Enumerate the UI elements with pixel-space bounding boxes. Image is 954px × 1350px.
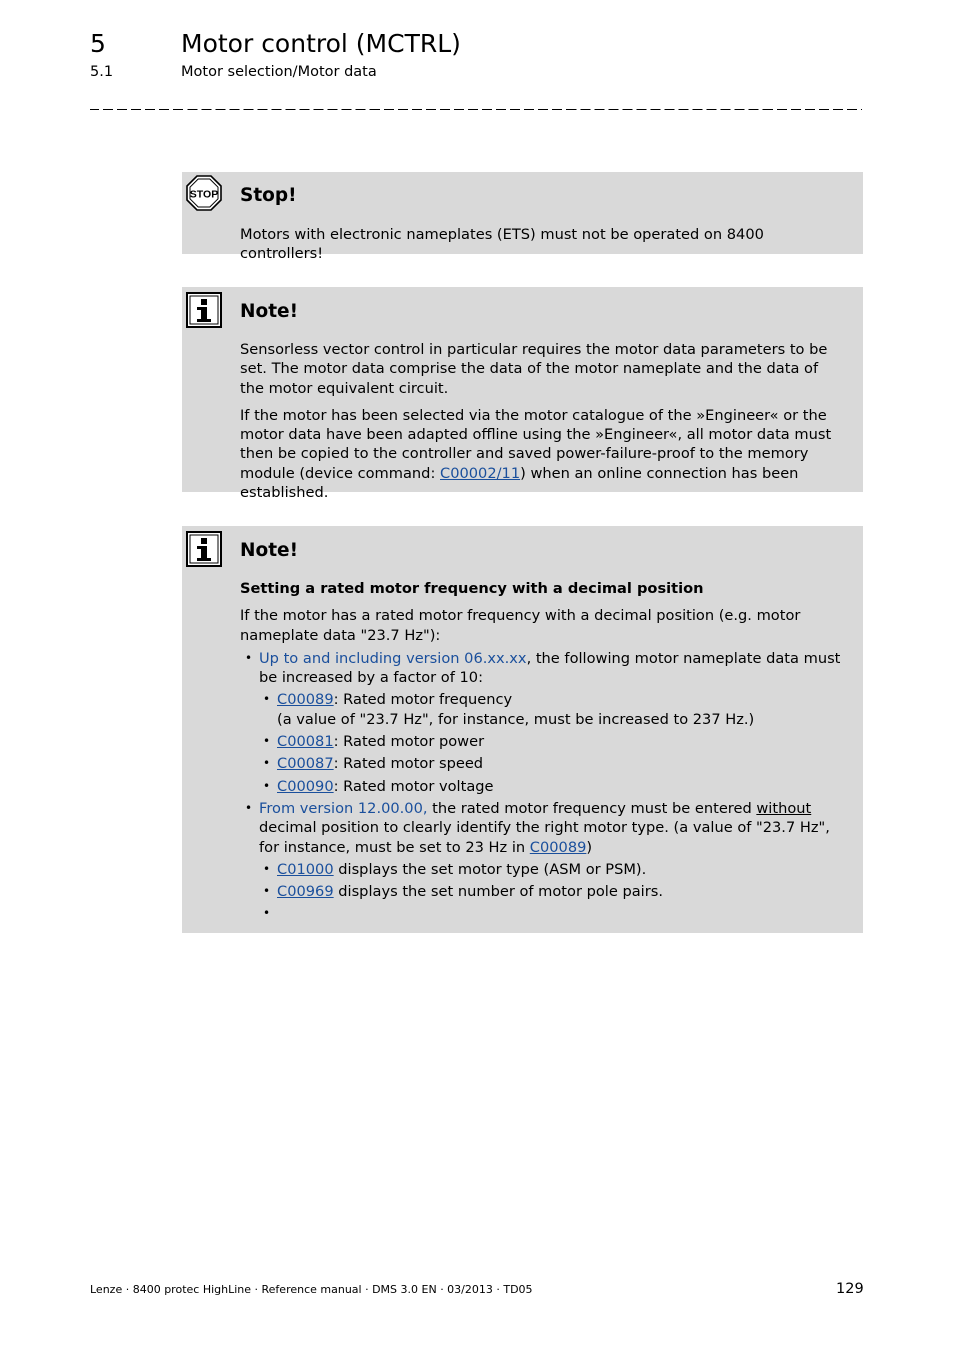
- section-number: 5.1: [90, 64, 114, 80]
- list-item: • C00089: Rated motor frequency (a value of "23.7 Hz", for instance, must be increased to 237 Hz.): [259, 690, 845, 729]
- header-divider: [90, 109, 862, 110]
- note2-bullet-list: [240, 649, 845, 924]
- note-box-1: [182, 287, 863, 502]
- note2-heading: Note!: [240, 540, 299, 561]
- note2-subheading: Setting a rated motor frequency with a decimal position: [240, 580, 704, 597]
- note1-heading: Note!: [240, 301, 299, 322]
- list-item: • Up to and including version 06.xx.xx, the following motor nameplate data must be increased by a factor of 10: • C00089: Rated motor frequency (a value of "23.7 Hz", for instance, must be increased to 237 Hz.) • C00081: Rated motor power • C00087: Rated motor speed • C00090: Rated motor voltage: [240, 649, 845, 796]
- stop-box: [182, 172, 863, 263]
- footer-text: Lenze · 8400 protec HighLine · Reference manual · DMS 3.0 EN · 03/2013 · TD05: [90, 1283, 533, 1296]
- link-c00081[interactable]: C00081: [277, 733, 334, 751]
- list-item: • C00081: Rated motor power: [259, 732, 845, 751]
- chapter-number: 5: [90, 29, 106, 58]
- section-title: Motor selection/Motor data: [181, 64, 377, 80]
- stop-heading: Stop!: [240, 185, 297, 206]
- link-c00090[interactable]: C00090: [277, 777, 334, 795]
- chapter-title: Motor control (MCTRL): [181, 29, 461, 58]
- sub-list: [259, 860, 845, 924]
- list-item: • From version 12.00.00, the rated motor frequency must be entered without decimal position to clearly identify the right motor type. (a value of "23.7 Hz", for instance, must be set to 23 Hz in C00089) • C01000 displays the set motor type (ASM or PSM). • C00969 displays the set number of motor pole pairs. •: [240, 799, 845, 924]
- link-c00089[interactable]: C00089: [529, 838, 587, 856]
- link-version-06[interactable]: Up to and including version 06.xx.xx: [259, 649, 527, 667]
- list-item: • C00090: Rated motor voltage: [259, 777, 845, 796]
- note1-para2: If the motor has been selected via the motor catalogue of the »Engineer« or the motor data have been adapted offline using the »Engineer«, all motor data must then be copied to the controller and saved power-failure-proof to the memory module (device command: C00002/11) when an online connection has been established.: [240, 406, 832, 502]
- link-c00969[interactable]: C00969: [277, 883, 334, 901]
- svg-text:STOP: STOP: [189, 188, 219, 201]
- stop-sign-icon: [186, 175, 222, 211]
- list-item: [259, 904, 845, 923]
- note1-para1: Sensorless vector control in particular requires the motor data parameters to be set. The motor data comprise the data of the motor nameplate and the data of the motor equivalent circuit.: [240, 341, 828, 397]
- link-c01000[interactable]: C01000: [277, 860, 334, 878]
- note-box-2: [182, 526, 863, 933]
- link-version-12[interactable]: From version 12.00.00,: [259, 799, 428, 817]
- link-c00089[interactable]: C00089: [277, 691, 334, 709]
- note2-intro: If the motor has a rated motor frequency with a decimal position (e.g. motor nameplate data "23.7 Hz"):: [240, 607, 801, 644]
- stop-text: Motors with electronic nameplates (ETS) must not be operated on 8400 controllers!: [240, 226, 764, 263]
- list-item: • C01000 displays the set motor type (ASM or PSM).: [259, 860, 845, 879]
- link-c00002-11[interactable]: C00002/11: [440, 464, 521, 482]
- page-number: 129: [836, 1281, 864, 1297]
- info-i-icon: [186, 292, 222, 328]
- list-item: • C00969 displays the set number of motor pole pairs.: [259, 882, 845, 901]
- note1-body: [240, 340, 845, 510]
- sub-list: [259, 690, 845, 795]
- info-i-icon: [186, 531, 222, 567]
- link-c00087[interactable]: C00087: [277, 755, 334, 773]
- note2-body: [240, 579, 845, 927]
- list-item: • C00087: Rated motor speed: [259, 754, 845, 773]
